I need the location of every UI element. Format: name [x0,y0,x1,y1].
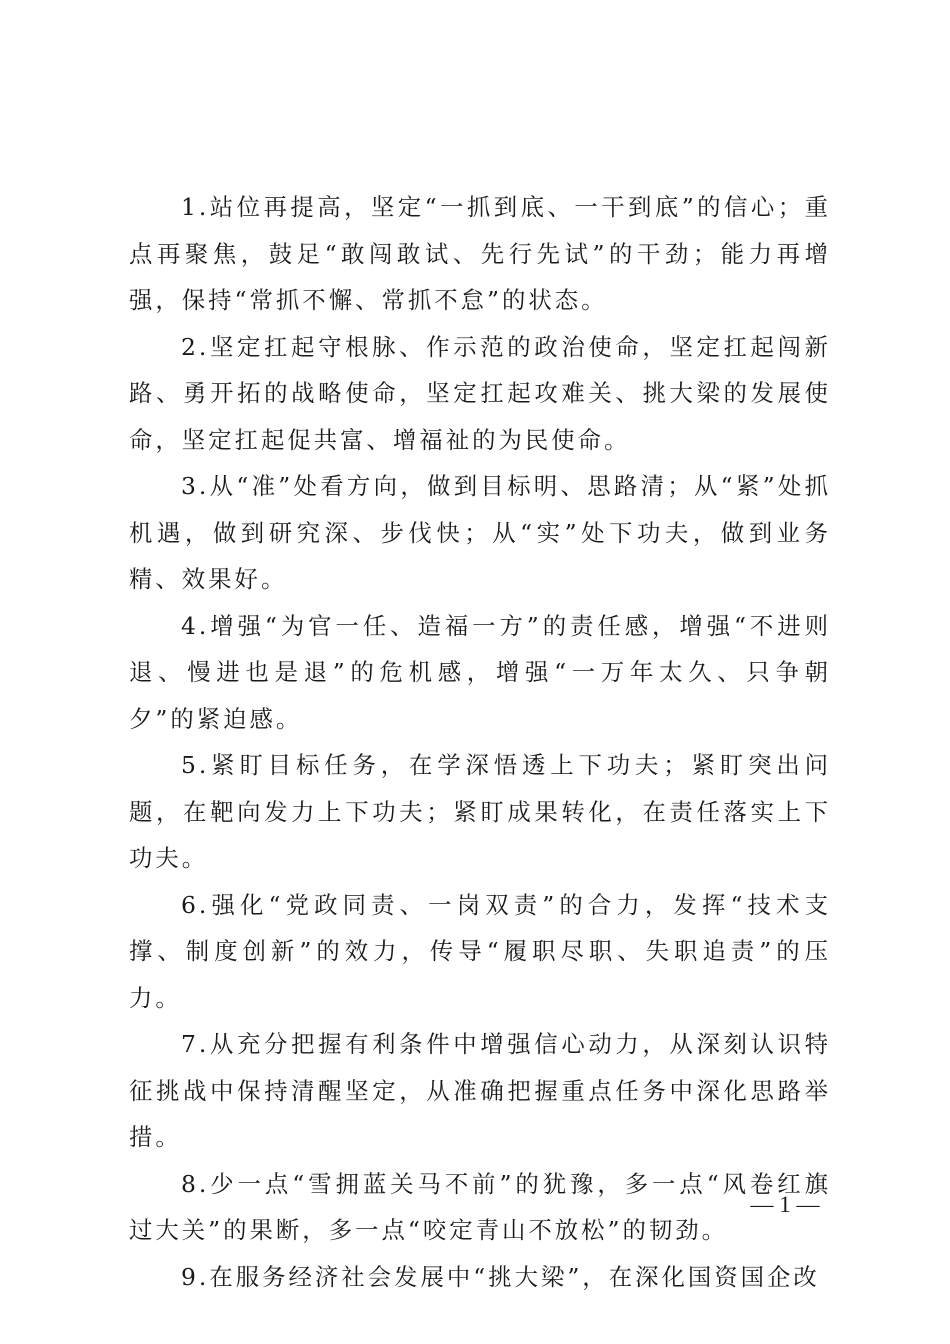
paragraph-7: 7.从充分把握有利条件中增强信心动力，从深刻认识特征挑战中保持清醒坚定，从准确把握重点任务中深化思路举措。 [129,1030,831,1151]
page-number: — 1 — [750,1192,820,1217]
paragraph-8: 8.少一点“雪拥蓝关马不前”的犹豫，多一点“风卷红旗过大关”的果断，多一点“咬定青山不放松”的韧劲。 [129,1169,831,1244]
paragraph-4: 4.增强“为官一任、造福一方”的责任感，增强“不进则退、慢进也是退”的危机感，增强“一万年太久、只争朝夕”的紧迫感。 [129,611,831,733]
paragraph-3: 3.从“准”处看方向，做到目标明、思路清；从“紧”处抓机遇，做到研究深、步伐快；从“实”处下功夫，做到业务精、效果好。 [129,472,831,593]
paragraph-9: 9.在服务经济社会发展中“挑大梁”，在深化国资国企改 [181,1262,820,1291]
paragraph-1: 1.站位再提高，坚定“一抓到底、一干到底”的信心；重点再聚焦，鼓足“敢闯敢试、先行先试”的干劲；能力再增强，保持“常抓不懈、常抓不怠”的状态。 [129,193,831,314]
document-body [129,184,831,1300]
paragraph-2: 2.坚定扛起守根脉、作示范的政治使命，坚定扛起闯新路、勇开拓的战略使命，坚定扛起攻难关、挑大梁的发展使命，坚定扛起促共富、增福祉的为民使命。 [129,332,831,454]
paragraph-6: 6.强化“党政同责、一岗双责”的合力，发挥“技术支撑、制度创新”的效力，传导“履职尽职、失职追责”的压力。 [129,890,831,1012]
paragraph-5: 5.紧盯目标任务，在学深悟透上下功夫；紧盯突出问题，在靶向发力上下功夫；紧盯成果转化，在责任落实上下功夫。 [129,751,831,872]
